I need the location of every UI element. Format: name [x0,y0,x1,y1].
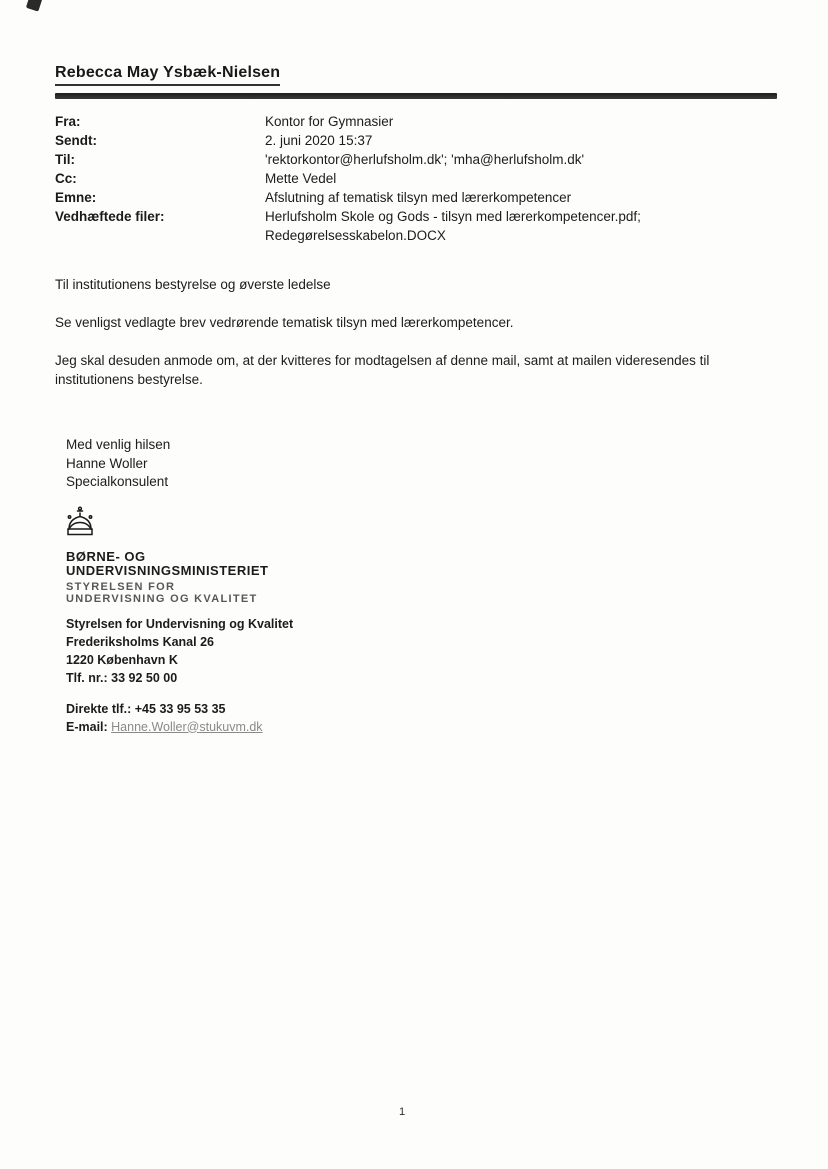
agency-name-line1: STYRELSEN FOR [66,580,176,593]
meta-label-to: Til: [55,152,75,167]
direct-phone: Direkte tlf.: +45 33 95 53 35 [66,701,226,716]
meta-value-cc: Mette Vedel [265,171,337,186]
body-paragraph: Se venligst vedlagte brev vedrørende tematisk tilsyn med lærerkompetencer. [55,315,514,330]
signature-line-title: Specialkonsulent [66,474,169,489]
signature-line-name: Hanne Woller [66,455,148,471]
crown-icon [62,506,98,538]
body-paragraph: Til institutionens bestyrelse og øverste ledelse [55,277,331,292]
meta-value-subject: Afslutning af tematisk tilsyn med lærerkompetencer [265,190,572,205]
email-body [55,275,767,409]
signature-block [66,436,767,492]
agency-name [66,581,767,606]
email-line [66,718,767,736]
meta-label-subject: Emne: [55,190,97,205]
ministry-name-line2: UNDERVISNINGSMINISTERIET [66,562,269,578]
ministry-name-line1: BØRNE- OG [66,548,146,564]
email-meta-block [55,112,767,245]
meta-label-attachments: Vedhæftede filer: [55,209,165,224]
agency-name-line2: UNDERVISNING OG KVALITET [66,593,258,605]
page-number: 1 [398,1106,406,1118]
ministry-footer [66,506,767,736]
meta-row-cc [55,169,767,188]
header-divider [55,93,777,99]
address-line-city: 1220 København K [66,652,178,667]
recipient-name: Rebecca May Ysbæk-Nielsen [55,64,280,86]
scan-artifact [26,0,43,12]
meta-row-to [55,150,767,169]
page-content [55,64,767,736]
address-line-street: Frederiksholms Kanal 26 [66,634,214,649]
meta-value-attachments: Herlufsholm Skole og Gods - tilsyn med lærerkompetencer.pdf; Redegørelsesskabelon.DOCX [265,209,641,243]
address-block [66,615,767,687]
meta-label-from: Fra: [55,114,81,129]
meta-label-sent: Sendt: [55,133,97,148]
meta-value-to: 'rektorkontor@herlufsholm.dk'; 'mha@herlufsholm.dk' [265,152,585,167]
email-label: E-mail: [66,719,112,734]
meta-row-attachments [55,207,767,245]
body-paragraph: Jeg skal desuden anmode om, at der kvitteres for modtagelsen af denne mail, samt at mailen videresendes til institutionens bestyrelse. [55,353,710,387]
meta-value-from: Kontor for Gymnasier [265,114,394,129]
meta-row-subject [55,188,767,207]
ministry-name [66,550,767,578]
signature-line-greeting: Med venlig hilsen [66,437,171,452]
address-line-agency: Styrelsen for Undervisning og Kvalitet [66,616,294,631]
meta-row-sent [55,131,767,150]
address-line-phone: Tlf. nr.: 33 92 50 00 [66,670,178,685]
meta-label-cc: Cc: [55,171,77,186]
email-link[interactable]: Hanne.Woller@stukuvm.dk [111,719,263,734]
contact-block [66,700,767,736]
meta-value-sent: 2. juni 2020 15:37 [265,133,373,148]
meta-row-from [55,112,767,131]
